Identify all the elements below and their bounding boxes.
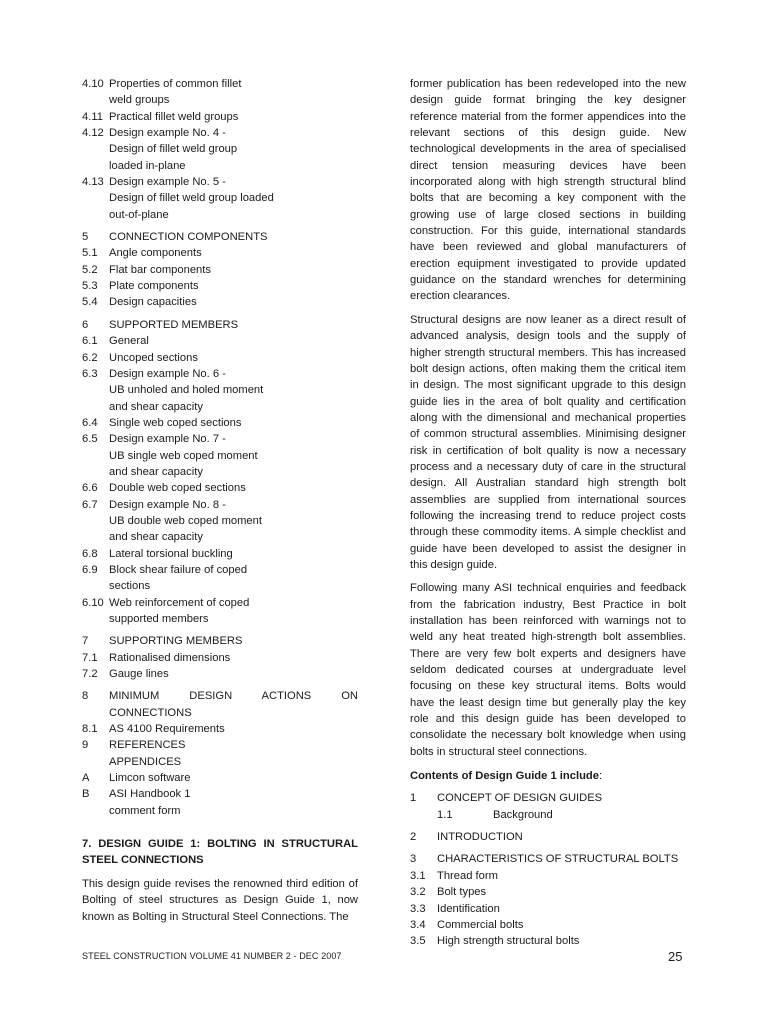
toc-number: 5.2 bbox=[82, 263, 98, 276]
toc-title-line: and shear capacity bbox=[109, 465, 203, 478]
contents-entry bbox=[410, 933, 686, 949]
toc-title bbox=[109, 595, 358, 628]
contents-number: 3.1 bbox=[410, 869, 426, 882]
toc-title bbox=[109, 431, 358, 480]
contents-entry bbox=[410, 790, 686, 806]
toc-title-cont: CONNECTIONS bbox=[109, 706, 192, 719]
paragraph: Structural designs are now leaner as a direct result of advanced analysis, design tools and the supply of higher strength structural members. This has increased bolt design actions, often making them the critical item in design. The most significant upgrade to this design guide lies in the area of bolt quality and certification along with the dimensional and mechanical properties of common structural assemblies. Minimising designer risk in certification of bolt quality is now a necessary process and a necessary duty of care in the structural design. All Australian standard high strength bolt assemblies are supplied from international sources following the increasing trend to reduce project costs through these commodity items. A simple checklist and guide have been developed to assist the designer in this design guide. bbox=[410, 313, 686, 571]
contents-number: 2 bbox=[410, 831, 417, 844]
toc-title bbox=[109, 737, 358, 770]
toc-number: 6.1 bbox=[82, 335, 98, 348]
toc-title bbox=[109, 245, 358, 261]
toc-title-line: Rationalised dimensions bbox=[109, 651, 231, 664]
toc-number: 6 bbox=[82, 318, 89, 331]
toc-title bbox=[109, 650, 358, 666]
toc-title bbox=[109, 262, 358, 278]
toc-number: 6.9 bbox=[82, 563, 98, 576]
toc-title bbox=[109, 562, 358, 595]
toc-title bbox=[109, 76, 358, 109]
paragraph: Following many ASI technical enquiries and feedback from the fabrication industry, Best Practice in bolt installation has been reinforced with warnings not to weld any heat treated high-strength bolt assemblies. There are very few bolt experts and designers have seldom dedicated courses at undergraduate level focusing on these key structural items. Bolts would have the least design time but generally play the key role and this design guide has been developed to consolidate the necessary bolt knowledge when using bolts in structural steel connections. bbox=[410, 582, 686, 758]
toc-number: 4.11 bbox=[82, 110, 103, 123]
toc-title bbox=[109, 333, 358, 349]
toc-entry bbox=[82, 546, 358, 562]
paragraph: former publication has been redeveloped into the new design guide format bringing the key designer reference material from the former appendices into the relevant sections of this design guide. New technological developments in the area of specialised direct tension measuring devices have been incorporated along with high strength structural blind bolts that are becoming a key component with the growing use of large closed sections in building construction. For this guide, international standards have been reviewed and global manufacturers of erection equipment investigated to provide updated guidance on the standard wrenches for determining erection clearances. bbox=[410, 78, 686, 303]
contents-title: Bolt types bbox=[437, 886, 487, 899]
contents-number: 3 bbox=[410, 853, 417, 866]
toc-group-8 bbox=[82, 688, 358, 819]
toc-entry bbox=[82, 350, 358, 366]
toc-entry bbox=[82, 229, 358, 245]
toc-entry bbox=[82, 294, 358, 310]
toc-title bbox=[109, 415, 358, 431]
contents-title: CONCEPT OF DESIGN GUIDES bbox=[437, 792, 603, 805]
toc-number: 4.10 bbox=[82, 78, 104, 90]
toc-title-line: out-of-plane bbox=[109, 208, 169, 221]
toc-number: 6.10 bbox=[82, 596, 104, 609]
contents-entry bbox=[410, 917, 686, 933]
contents-number: 3.4 bbox=[410, 918, 426, 931]
toc-number: 6.7 bbox=[82, 498, 98, 511]
toc-title-line: comment form bbox=[109, 804, 181, 817]
toc-entry bbox=[82, 431, 358, 480]
toc-number: 4.12 bbox=[82, 127, 104, 140]
toc-entry bbox=[82, 415, 358, 431]
contents-title: High strength structural bolts bbox=[437, 935, 580, 948]
toc-entry bbox=[82, 366, 358, 415]
contents-title: Identification bbox=[437, 902, 500, 915]
toc-entry bbox=[82, 595, 358, 628]
contents-entry bbox=[410, 901, 686, 917]
toc-title-line: and shear capacity bbox=[109, 400, 203, 413]
toc-title bbox=[109, 229, 358, 245]
toc-number: 5.4 bbox=[82, 296, 98, 309]
toc-title bbox=[109, 480, 358, 496]
toc-number: 5.1 bbox=[82, 247, 98, 260]
footer: STEEL CONSTRUCTION VOLUME 41 NUMBER 2 - DEC 2007 bbox=[82, 951, 342, 961]
toc-title-line: Practical fillet weld groups bbox=[109, 110, 239, 123]
toc-title bbox=[109, 278, 358, 294]
toc-title bbox=[109, 546, 358, 562]
toc-entry bbox=[82, 562, 358, 595]
toc-title-line: Block shear failure of coped bbox=[109, 563, 248, 576]
toc-title-line: sections bbox=[109, 580, 151, 593]
toc-title bbox=[109, 125, 358, 174]
toc-entry bbox=[82, 262, 358, 278]
toc-title-line: UB unholed and holed moment bbox=[109, 384, 264, 397]
toc-title bbox=[109, 721, 358, 737]
toc-title bbox=[109, 350, 358, 366]
toc-title-line: General bbox=[109, 335, 149, 348]
toc-number: 6.3 bbox=[82, 367, 98, 380]
toc-number: 6.4 bbox=[82, 416, 98, 429]
toc-title-line: REFERENCES bbox=[109, 739, 186, 752]
toc-entry bbox=[82, 109, 358, 125]
toc-title-line: Single web coped sections bbox=[109, 416, 242, 429]
toc-title-line: Web reinforcement of coped bbox=[109, 596, 250, 609]
contents-title: Commercial bolts bbox=[437, 918, 524, 931]
toc-title bbox=[109, 633, 358, 649]
intro-paragraph: This design guide revises the renowned third edition of Bolting of steel structures as Design Guide 1, now known as Bolting in Structural Steel Connections. The bbox=[82, 877, 358, 923]
toc-title-line: Design capacities bbox=[109, 296, 197, 309]
toc-entry bbox=[82, 174, 358, 223]
toc-title-line: APPENDICES bbox=[109, 755, 182, 768]
toc-title-line: Angle components bbox=[109, 247, 202, 260]
toc-group-7 bbox=[82, 633, 358, 682]
toc-number: 8 bbox=[82, 690, 89, 703]
toc-title-line: Design example No. 4 - bbox=[109, 127, 226, 140]
toc-number: 5.3 bbox=[82, 280, 98, 293]
toc-title-line: AS 4100 Requirements bbox=[109, 723, 225, 736]
toc-title bbox=[109, 109, 358, 125]
toc-entry bbox=[82, 650, 358, 666]
toc-title-line: UB single web coped moment bbox=[109, 449, 258, 462]
contents-number: 1.1 bbox=[437, 808, 453, 821]
contents-number: 3.5 bbox=[410, 935, 426, 948]
contents-number: 1 bbox=[410, 792, 417, 805]
toc-entry bbox=[82, 688, 358, 704]
section-heading: 7. DESIGN GUIDE 1: BOLTING IN STRUCTURAL STEEL CONNECTIONS bbox=[82, 838, 358, 867]
toc-title-line: SUPPORTED MEMBERS bbox=[109, 318, 239, 331]
right-column bbox=[410, 76, 686, 950]
toc-title-line: loaded in-plane bbox=[109, 159, 186, 172]
contents-heading-text: Contents of Design Guide 1 include bbox=[410, 770, 599, 783]
toc-title-line: ASI Handbook 1 bbox=[109, 788, 191, 801]
toc-number: 6.8 bbox=[82, 547, 98, 560]
toc-title-line: Plate components bbox=[109, 280, 199, 293]
toc-title-line: weld groups bbox=[109, 94, 170, 107]
toc-title bbox=[109, 366, 358, 415]
contents-heading bbox=[410, 768, 686, 784]
left-column bbox=[82, 76, 358, 925]
toc-number: 4.13 bbox=[82, 176, 104, 189]
toc-entry bbox=[82, 666, 358, 682]
toc-number: 7 bbox=[82, 635, 89, 648]
toc-group-4 bbox=[82, 76, 358, 223]
toc-entry bbox=[82, 770, 358, 786]
toc-title bbox=[109, 294, 358, 310]
toc-title bbox=[109, 497, 358, 546]
toc-title-line: Design example No. 8 - bbox=[109, 498, 226, 511]
toc-title-line: Design example No. 7 - bbox=[109, 433, 226, 446]
toc-number: 9 bbox=[82, 739, 89, 752]
contents-number: 3.3 bbox=[410, 902, 426, 915]
toc-group-6 bbox=[82, 317, 358, 628]
toc-title: MINIMUM DESIGN ACTIONS ON bbox=[109, 690, 358, 703]
toc-title-line: Gauge lines bbox=[109, 668, 169, 681]
toc-entry bbox=[82, 278, 358, 294]
toc-entry bbox=[82, 721, 358, 737]
toc-entry bbox=[82, 633, 358, 649]
toc-entry bbox=[82, 737, 358, 770]
toc-title-line: Design example No. 6 - bbox=[109, 367, 226, 380]
toc-title-line: Design of fillet weld group loaded bbox=[109, 192, 274, 205]
contents-number: 3.2 bbox=[410, 886, 426, 899]
contents-title: Background bbox=[493, 808, 553, 821]
toc-entry bbox=[82, 480, 358, 496]
toc-entry bbox=[82, 76, 358, 109]
toc-title-line: SUPPORTING MEMBERS bbox=[109, 635, 243, 648]
contents-entry bbox=[410, 884, 686, 900]
toc-entry bbox=[82, 125, 358, 174]
contents-entry bbox=[410, 868, 686, 884]
contents-title: Thread form bbox=[437, 869, 498, 882]
toc-title-line: Double web coped sections bbox=[109, 482, 246, 495]
toc-number: 7.1 bbox=[82, 651, 98, 664]
toc-title-line: Properties of common fillet bbox=[109, 78, 242, 90]
toc-number: 6.6 bbox=[82, 482, 98, 495]
toc-title-line: Uncoped sections bbox=[109, 351, 198, 364]
toc-title-line: UB double web coped moment bbox=[109, 514, 262, 527]
toc-title bbox=[109, 770, 358, 786]
toc-group-5 bbox=[82, 229, 358, 311]
toc-entry bbox=[82, 245, 358, 261]
contents-entry bbox=[410, 851, 686, 867]
contents-heading-colon: : bbox=[598, 770, 603, 783]
toc-title-line: supported members bbox=[109, 613, 209, 625]
toc-title-line: Lateral torsional buckling bbox=[109, 547, 233, 560]
toc-number: 6.2 bbox=[82, 351, 98, 364]
toc-title-line: Flat bar components bbox=[109, 263, 211, 276]
contents-title: INTRODUCTION bbox=[437, 831, 523, 844]
toc-title-line: Design of fillet weld group bbox=[109, 143, 238, 156]
toc-title-line: CONNECTION COMPONENTS bbox=[109, 231, 268, 244]
contents-entry bbox=[410, 829, 686, 845]
toc-entry bbox=[82, 333, 358, 349]
toc-title bbox=[109, 174, 358, 223]
toc-title bbox=[109, 317, 358, 333]
toc-title-line: and shear capacity bbox=[109, 531, 203, 544]
toc-number: 8.1 bbox=[82, 723, 98, 736]
page-number: 25 bbox=[668, 949, 683, 964]
toc-number: 5 bbox=[82, 231, 89, 244]
toc-title bbox=[109, 786, 358, 819]
toc-entry bbox=[82, 786, 358, 819]
toc-number: 7.2 bbox=[82, 668, 98, 681]
toc-number: A bbox=[82, 772, 90, 785]
contents-title: CHARACTERISTICS OF STRUCTURAL BOLTS bbox=[437, 853, 679, 866]
contents-entry bbox=[410, 807, 686, 823]
toc-title bbox=[109, 666, 358, 682]
toc-title-line: Design example No. 5 - bbox=[109, 176, 226, 189]
toc-title-line: Limcon software bbox=[109, 772, 191, 785]
toc-entry bbox=[82, 317, 358, 333]
toc-number: B bbox=[82, 788, 90, 801]
toc-entry bbox=[82, 497, 358, 546]
toc-number: 6.5 bbox=[82, 433, 98, 446]
